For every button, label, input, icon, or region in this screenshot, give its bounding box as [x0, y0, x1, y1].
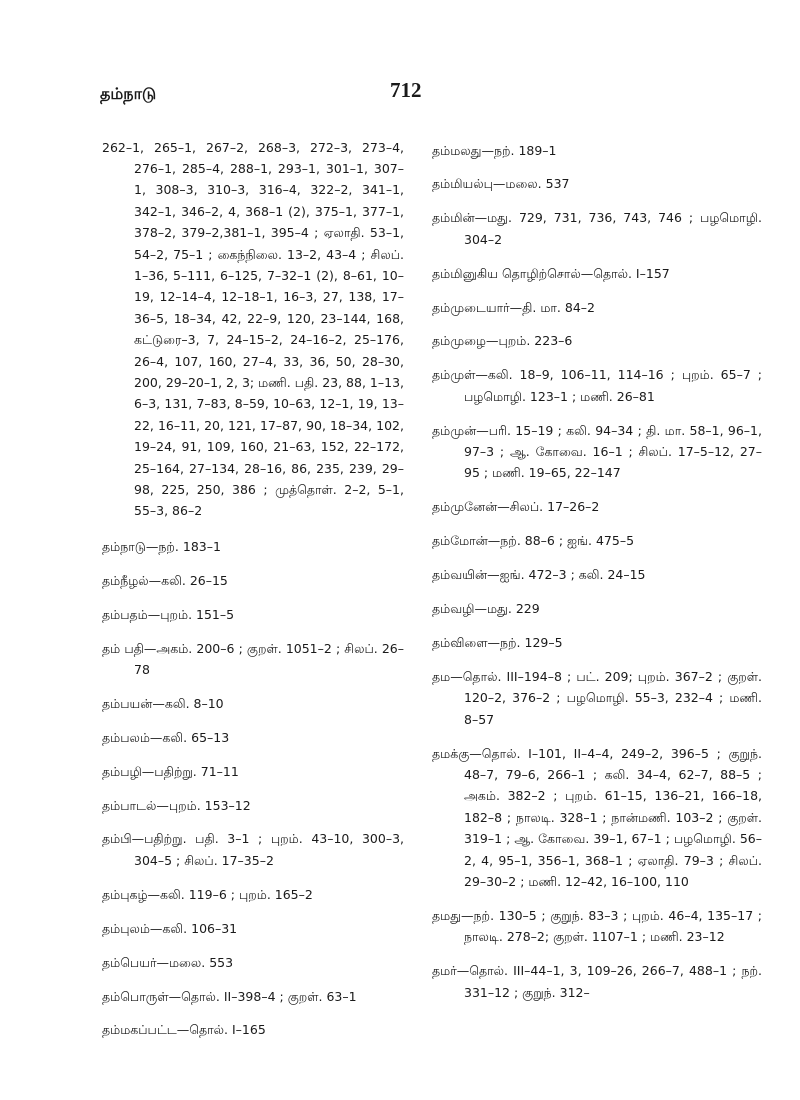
- index-entry: தம்பெயர்—மலை. 553: [102, 954, 234, 970]
- index-entry: தமக்கு—தொல். I–101, II–4–4, 249–2, 396–5 ; குறுந். 48–7, 79–6, 266–1 ; கலி. 34–4, 62–7, 88–5 ; அகம். 382–2 ; புறம். 61–15, 136–21, 166–18, 182–8 ; நாலடி. 328–1 ; நான்மணி. 103–2 ; குறள். 319–1 ; ஆ. கோவை. 39–1, 67–1 ; பழமொழி. 56–2, 4, 95–1, 356–1, 368–1 ; ஏலாதி. 79–3 ; சிலப். 29–30–2 ; மணி. 12–42, 16–100, 110: [432, 745, 762, 890]
- index-entry: தம்வழி—மது. 229: [432, 601, 540, 617]
- index-entry: தம்மோன்—நற். 88–6 ; ஐங். 475–5: [432, 533, 635, 549]
- index-entry: தம்மியல்பு—மலை. 537: [432, 176, 570, 192]
- index-entry: தம்மினுகிய தொழிற்சொல்—தொல். I–157: [432, 265, 670, 281]
- index-entry: தம் பதி—அகம். 200–6 ; குறள். 1051–2 ; சிலப். 26–78: [102, 640, 404, 677]
- index-entry: தம்புலம்—கலி. 106–31: [102, 920, 238, 936]
- index-entry: தமது—நற். 130–5 ; குறுந். 83–3 ; புறம். 46–4, 135–17 ; நாலடி. 278–2; குறள். 1107–1 ; மணி. 23–12: [432, 907, 762, 945]
- index-entry: தம—தொல். III–194–8 ; பட். 209; புறம். 367–2 ; குறள். 120–2, 376–2 ; பழமொழி. 55–3, 232–4 ; மணி. 8–57: [432, 668, 762, 727]
- page-number: 712: [390, 78, 422, 102]
- index-entry: தம்மலது—நற். 189–1: [432, 142, 557, 158]
- index-entry: தம்பாடல்—புறம். 153–12: [102, 797, 251, 813]
- index-entry: தம்பயன்—கலி. 8–10: [102, 695, 224, 711]
- index-entry: தம்வயின்—ஐங். 472–3 ; கலி. 24–15: [432, 567, 646, 583]
- index-entry: தம்முடையார்—தி. மா. 84–2: [432, 299, 595, 315]
- running-head: தம்நாடு: [100, 84, 157, 103]
- index-entry: தம்மின்—மது. 729, 731, 736, 743, 746 ; பழமொழி. 304–2: [432, 210, 762, 247]
- index-entry: தம்பி—பதிற்று. பதி. 3–1 ; புறம். 43–10, 300–3, 304–5 ; சிலப். 17–35–2: [102, 831, 404, 868]
- index-entry: தம்முன்—பரி. 15–19 ; கலி. 94–34 ; தி. மா. 58–1, 96–1, 97–3 ; ஆ. கோவை. 16–1 ; சிலப். 17–5–12, 27–95 ; மணி. 19–65, 22–147: [432, 422, 762, 481]
- index-entry: தம்பதம்—புறம். 151–5: [102, 606, 235, 622]
- index-entry: தம்மகப்பட்ட—தொல். I–165: [102, 1022, 266, 1038]
- index-entry: தம்முள்—கலி. 18–9, 106–11, 114–16 ; புறம். 65–7 ; பழமொழி. 123–1 ; மணி. 26–81: [432, 367, 762, 404]
- left-column: [102, 124, 404, 1048]
- right-column: [432, 127, 762, 1011]
- index-entry: தம்முனேன்—சிலப். 17–26–2: [432, 499, 600, 515]
- index-entry: தம்பலம்—கலி. 65–13: [102, 729, 230, 745]
- index-entry: தம்பொருள்—தொல். II–398–4 ; குறள். 63–1: [102, 988, 357, 1004]
- index-entry: தம்விளை—நற். 129–5: [432, 635, 563, 650]
- index-entry: தம்நீழல்—கலி. 26–15: [102, 572, 228, 588]
- index-entry: தமர்—தொல். III–44–1, 3, 109–26, 266–7, 488–1 ; நற். 331–12 ; குறுந். 312–: [432, 963, 762, 1000]
- index-entry: தம்புகழ்—கலி. 119–6 ; புறம். 165–2: [102, 886, 313, 902]
- index-entry: தம்முழை—புறம். 223–6: [432, 333, 573, 349]
- index-entry: 262–1, 265–1, 267–2, 268–3, 272–3, 273–4, 276–1, 285–4, 288–1, 293–1, 301–1, 307–1, 308–3, 310–3, 316–4, 322–2, 341–1, 342–1, 346–2, 4, 368–1 (2), 375–1, 377–1, 378–2, 379–2,381–1, 395–4 ; ஏலாதி. 53–1, 54–2, 75–1 ; கைந்நிலை. 13–2, 43–4 ; சிலப். 1–36, 5–111, 6–125, 7–32–1 (2), 8–61, 10–19, 12–14–4, 12–18–1, 16–3, 27, 138, 17–36–5, 18–34, 42, 22–9, 120, 23–144, 168, கட்டுரை–3, 7, 24–15–2, 24–16–2, 25–176, 26–4, 107, 160, 27–4, 33, 36, 50, 28–30, 200, 29–20–1, 2, 3; மணி. பதி. 23, 88, 1–13, 6–3, 131, 7–83, 8–59, 10–63, 12–1, 19, 13–22, 16–11, 20, 121, 17–87, 90, 18–34, 102, 19–24, 91, 109, 160, 21–63, 152, 22–172, 25–164, 27–134, 28–16, 86, 235, 239, 29–98, 225, 250, 386 ; முத்தொள். 2–2, 5–1, 55–3, 86–2: [102, 139, 404, 519]
- index-entry: தம்நாடு—நற். 183–1: [102, 538, 221, 554]
- index-entry: தம்பழி—பதிற்று. 71–11: [102, 763, 239, 779]
